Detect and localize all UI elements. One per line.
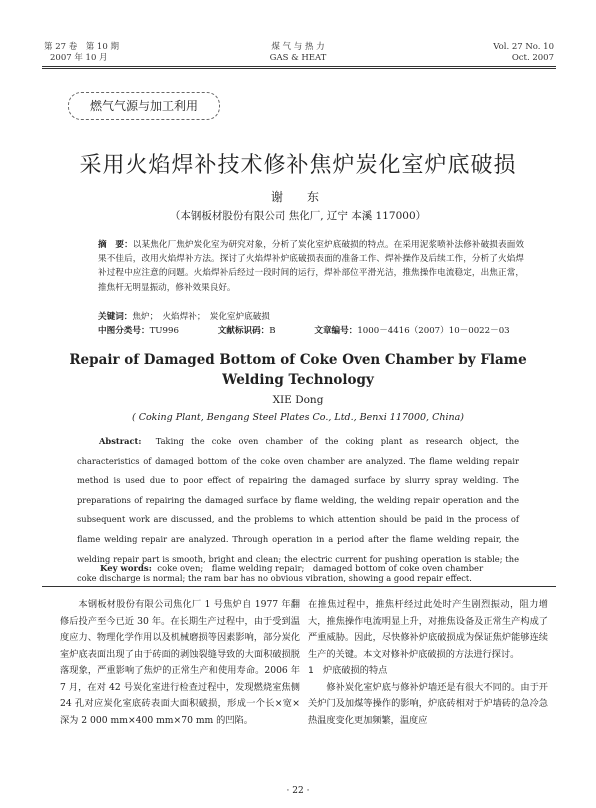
abstract-cn (98, 238, 524, 295)
section-heading: 1 炉底破损的特点 (308, 665, 388, 676)
body-paragraph: 修补炭化室炉底与修补炉墙还是有很大不同的。由于开关炉门及加煤等操作的影响，炉底砖相对于炉墙砖的急冷急热温度变化更加频繁，温度应 (308, 681, 548, 726)
clc-label: 中图分类号： (98, 326, 150, 336)
keywords-cn-text: 焦炉； 火焰焊补； 炭化室炉底破损 (132, 312, 270, 322)
affiliation-en: ( Coking Plant, Bengang Steel Plates Co., Ltd., Benxi 117000, China) (131, 412, 465, 423)
keywords-en-label: Key words: (100, 564, 152, 574)
header-date-en: Oct. 2007 (511, 53, 554, 63)
classification-line (98, 324, 558, 338)
header-volume-en (493, 42, 554, 64)
body-column-right (308, 597, 548, 729)
keywords-en-text: coke oven; flame welding repair; damaged bottom of coke oven chamber (157, 564, 484, 574)
article-title-en (60, 350, 536, 390)
title-en-line2: Welding Technology (222, 372, 374, 388)
title-en-line1: Repair of Damaged Bottom of Coke Oven Chamber by Flame (69, 352, 527, 368)
keywords-cn-label: 关键词： (98, 312, 133, 322)
abstract-cn-text: 以某焦化厂焦炉炭化室为研究对象，分析了炭化室炉底破损的特点。在采用泥浆喷补法修补破损表面效果不佳后，改用火焰焊补方法。探讨了火焰焊补炉底破损表面的准备工作、焊补操作及后续工作，分析了火焰焊补过程中应注意的问题。火焰焊补后经过一段时间的运行，焊补部位平滑光洁，推焦操作电流稳定，出焦正常，推焦杆无明显振动，修补效果良好。 (98, 240, 524, 293)
article-label: 文章编号： (314, 326, 358, 336)
affiliation-cn: （本钢板材股份有限公司 焦化厂, 辽宁 本溪 117000） (169, 210, 427, 222)
body-paragraph: 本钢板材股份有限公司焦化厂 1 号焦炉自 1977 年翻修后投产至今已近 30 年。在长期生产过程中，由于受到温度应力、物理化学作用以及机械磨损等因素影响，部分炭化室炉底表面出现了由于砖面的剥蚀裂缝导致的大面积破损脱落现象，严重影响了焦炉的正常生产和使用寿命。2006 年 7 月，在对 42 号炭化室进行检查过程中，发现燃烧室焦侧 24 孔对应炭化室底砖表面大面积破损，形成一个长×宽×深为 2 000 mm×400 mm×70 mm 的凹陷。 (60, 599, 300, 726)
clc-number (98, 326, 197, 336)
doc-value: B (269, 326, 276, 336)
header-journal-en: GAS & HEAT (269, 53, 327, 63)
clc-value: TU996 (149, 326, 179, 336)
author-en: XIE Dong (272, 394, 324, 406)
body-rule (42, 586, 556, 587)
keywords-en (100, 562, 540, 576)
abstract-en-label: Abstract: (99, 436, 142, 446)
body-paragraph: 在推焦过程中，推焦杆经过此处时产生剧烈振动，阻力增大，推焦操作电流明显上升，对推焦设备及正常生产构成了严重威胁。因此，尽快修补炉底破损成为保证焦炉能够连续生产的关键。本文对修补炉底破损的方法进行探讨。 (308, 599, 548, 660)
header-volume-cn: 第 27 卷 第 10 期 (44, 42, 119, 52)
article-number (314, 326, 527, 336)
header-vol-en: Vol. 27 No. 10 (493, 42, 554, 52)
header-rule-thin (42, 68, 556, 69)
page-number: · 22 · (286, 786, 310, 796)
abstract-en-text: Taking the coke oven chamber of the coking plant as research object, the characteristics of damaged bottom of the coke oven chamber are analyzed. The flame welding repair method is used due to poor effect of repairing the damaged surface by slurry spray welding. The preparations of repairing the damaged surface by flame welding, the welding repair operation and the subsequent work are discussed, and the problems to which attention should be paid in the process of flame welding repair are analyzed. Through operation in a period after the flame welding repair, the welding repair part is smooth, bright and clean; the electric current for pushing operation is stable; the coke discharge is normal; the ram bar has no obvious vibration, showing a good repair effect. (77, 436, 519, 584)
header-journal-cn: 煤 气 与 热 力 (271, 42, 325, 52)
abstract-cn-label: 摘 要： (98, 240, 133, 250)
article-title-cn: 采用火焰焊补技术修补焦炉炭化室炉底破损 (79, 153, 517, 178)
header-rule (42, 66, 556, 67)
header-date-cn: 2007 年 10 月 (50, 53, 108, 63)
section-label: 燃气气源与加工利用 (68, 92, 220, 120)
document-code (218, 326, 294, 336)
author-cn: 谢 东 (270, 190, 325, 204)
doc-label: 文献标识码： (217, 326, 270, 336)
keywords-cn (98, 310, 524, 324)
body-column-left (60, 597, 300, 729)
article-value: 1000－4416（2007）10－0022－03 (357, 326, 510, 336)
